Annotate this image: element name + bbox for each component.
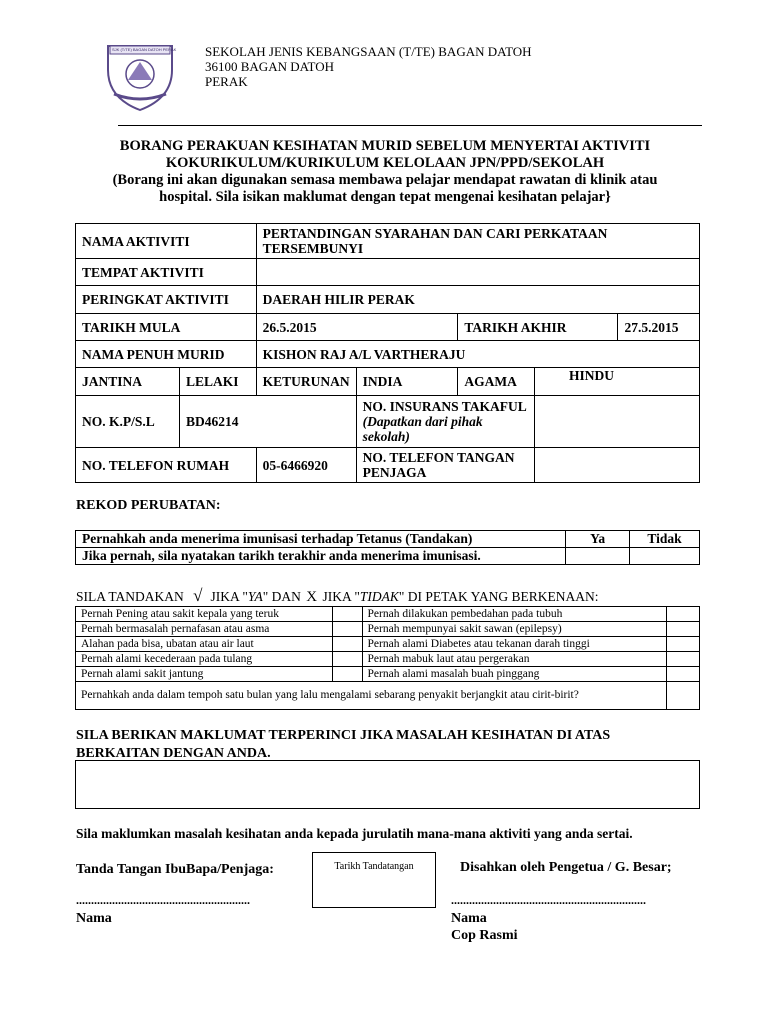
x-symbol-icon: X [306, 589, 318, 605]
instr-b: JIKA " [210, 589, 248, 604]
imunisasi-date-cell-2[interactable] [630, 548, 700, 565]
check-right-1: Pernah dilakukan pembedahan pada tubuh [362, 607, 666, 622]
agama-label: AGAMA [458, 368, 535, 396]
school-name: SEKOLAH JENIS KEBANGSAAN (T/TE) BAGAN DATOH [205, 44, 532, 59]
instr-c: " DAN [262, 589, 301, 604]
title-line-1: BORANG PERAKUAN KESIHATAN MURID SEBELUM MENYERTAI AKTIVITI [119, 138, 651, 154]
check-box-right-4[interactable] [667, 652, 700, 667]
insurans-note: (Dapatkan dari pihak sekolah) [362, 414, 483, 444]
checklist-instruction [76, 586, 599, 606]
check-left-3: Alahan pada bisa, ubatan atau air laut [76, 637, 333, 652]
detail-heading [76, 727, 610, 763]
rekod-perubatan-heading: REKOD PERUBATAN: [76, 498, 221, 513]
school-address [205, 44, 532, 89]
tidak-word: TIDAK [359, 589, 399, 604]
check-right-3: Pernah alami Diabetes atau tekanan darah tinggi [362, 637, 666, 652]
notice-text: Sila maklumkan masalah kesihatan anda kepada jurulatih mana-mana aktiviti yang anda sertai. [76, 826, 633, 841]
check-box-right-3[interactable] [667, 637, 700, 652]
tel-penjaga-label: NO. TELEFON TANGAN PENJAGA [356, 448, 534, 483]
check-left-2: Pernah bermasalah pernafasan atau asma [76, 622, 333, 637]
jantina-label: JANTINA [76, 368, 180, 396]
sign-date-box[interactable]: Tarikh Tandatangan [312, 852, 436, 908]
check-right-2: Pernah mempunyai sakit sawan (epilepsy) [362, 622, 666, 637]
instr-e: " DI PETAK YANG BERKENAAN: [398, 589, 599, 604]
detail-line-2: BERKAITAN DENGAN ANDA. [76, 746, 271, 761]
tempat-aktiviti-label: TEMPAT AKTIVITI [76, 259, 257, 286]
check-box-left-2[interactable] [332, 622, 362, 637]
principal-name-label: Nama [451, 911, 487, 926]
check-box-left-4[interactable] [332, 652, 362, 667]
imunisasi-date-question: Jika pernah, sila nyatakan tarikh terakhir anda menerima imunisasi. [76, 548, 566, 565]
tel-rumah-label: NO. TELEFON RUMAH [76, 448, 257, 483]
cop-rasmi-label: Cop Rasmi [451, 928, 518, 943]
check-right-4: Pernah mabuk laut atau pergerakan [362, 652, 666, 667]
parent-name-label: Nama [76, 911, 112, 926]
check-left-4: Pernah alami kecederaan pada tulang [76, 652, 333, 667]
insurans-value[interactable] [535, 396, 700, 448]
jantina-value[interactable]: LELAKI [180, 368, 257, 396]
imunisasi-ya[interactable]: Ya [566, 531, 630, 548]
check-box-infectious[interactable] [667, 682, 700, 710]
imunisasi-tidak[interactable]: Tidak [630, 531, 700, 548]
title-line-4: hospital. Sila isikan maklumat dengan tepat mengenai kesihatan pelajar} [159, 189, 611, 205]
insurans-label-cell [356, 396, 534, 448]
school-postcode: 36100 BAGAN DATOH [205, 59, 335, 74]
check-right-5: Pernah alami masalah buah pinggang [362, 667, 666, 682]
title-line-3: (Borang ini akan digunakan semasa membawa pelajar mendapat rawatan di klinik atau [112, 172, 658, 188]
imunisasi-date-cell[interactable] [566, 548, 630, 565]
peringkat-aktiviti-label: PERINGKAT AKTIVITI [76, 286, 257, 314]
principal-sign-line[interactable]: ................................................................. [451, 893, 646, 907]
tarikh-akhir-value[interactable]: 27.5.2015 [618, 314, 700, 341]
check-infectious: Pernahkah anda dalam tempoh satu bulan yang lalu mengalami sebarang penyakit berjangkit atau cirit-birit? [76, 682, 667, 710]
imunisasi-question: Pernahkah anda menerima imunisasi terhadap Tetanus (Tandakan) [76, 531, 566, 548]
check-box-right-1[interactable] [667, 607, 700, 622]
school-logo [100, 40, 180, 114]
principal-label: Disahkan oleh Pengetua / G. Besar; [460, 860, 672, 875]
nama-aktiviti-value[interactable]: PERTANDINGAN SYARAHAN DAN CARI PERKATAAN TERSEMBUNYI [256, 224, 699, 259]
form-title [60, 138, 710, 206]
parent-sign-line[interactable]: .......................................................... [76, 893, 250, 907]
check-box-right-5[interactable] [667, 667, 700, 682]
tempat-aktiviti-value[interactable] [256, 259, 699, 286]
detail-line-1: SILA BERIKAN MAKLUMAT TERPERINCI JIKA MASALAH KESIHATAN DI ATAS [76, 728, 611, 743]
nama-murid-value[interactable]: KISHON RAJ A/L VARTHERAJU [256, 341, 699, 368]
kp-value[interactable]: BD46214 [180, 396, 357, 448]
peringkat-aktiviti-value[interactable]: DAERAH HILIR PERAK [256, 286, 699, 314]
nama-aktiviti-label: NAMA AKTIVITI [76, 224, 257, 259]
logo-text: SJK (T/TE) BAGAN DATOH PERAK [112, 47, 177, 52]
check-box-right-2[interactable] [667, 622, 700, 637]
keturunan-value[interactable]: INDIA [356, 368, 458, 396]
header-divider [118, 125, 702, 126]
nama-murid-label: NAMA PENUH MURID [76, 341, 257, 368]
imunisasi-table [75, 530, 700, 565]
check-box-left-5[interactable] [332, 667, 362, 682]
parent-sign-label: Tanda Tangan IbuBapa/Penjaga: [76, 862, 274, 877]
health-checklist-table [75, 606, 700, 710]
agama-value[interactable]: HINDU [535, 368, 700, 396]
tel-penjaga-value[interactable] [535, 448, 700, 483]
check-left-5: Pernah alami sakit jantung [76, 667, 333, 682]
insurans-label: NO. INSURANS TAKAFUL [362, 399, 527, 414]
tarikh-mula-value[interactable]: 26.5.2015 [256, 314, 458, 341]
title-line-2: KOKURIKULUM/KURIKULUM KELOLAAN JPN/PPD/SEKOLAH [165, 155, 605, 171]
school-state: PERAK [205, 74, 248, 89]
student-info-table [75, 223, 700, 483]
tarikh-mula-label: TARIKH MULA [76, 314, 257, 341]
ya-word: YA [247, 589, 263, 604]
tel-rumah-value[interactable]: 05-6466920 [256, 448, 356, 483]
tarikh-akhir-label: TARIKH AKHIR [458, 314, 618, 341]
kp-label: NO. K.P/S.L [76, 396, 180, 448]
check-symbol-icon: √ [193, 586, 203, 605]
check-box-left-1[interactable] [332, 607, 362, 622]
detail-textarea[interactable] [75, 760, 700, 809]
keturunan-label: KETURUNAN [256, 368, 356, 396]
check-left-1: Pernah Pening atau sakit kepala yang teruk [76, 607, 333, 622]
instr-d: JIKA " [322, 589, 360, 604]
check-box-left-3[interactable] [332, 637, 362, 652]
instr-a: SILA TANDAKAN [76, 589, 184, 604]
